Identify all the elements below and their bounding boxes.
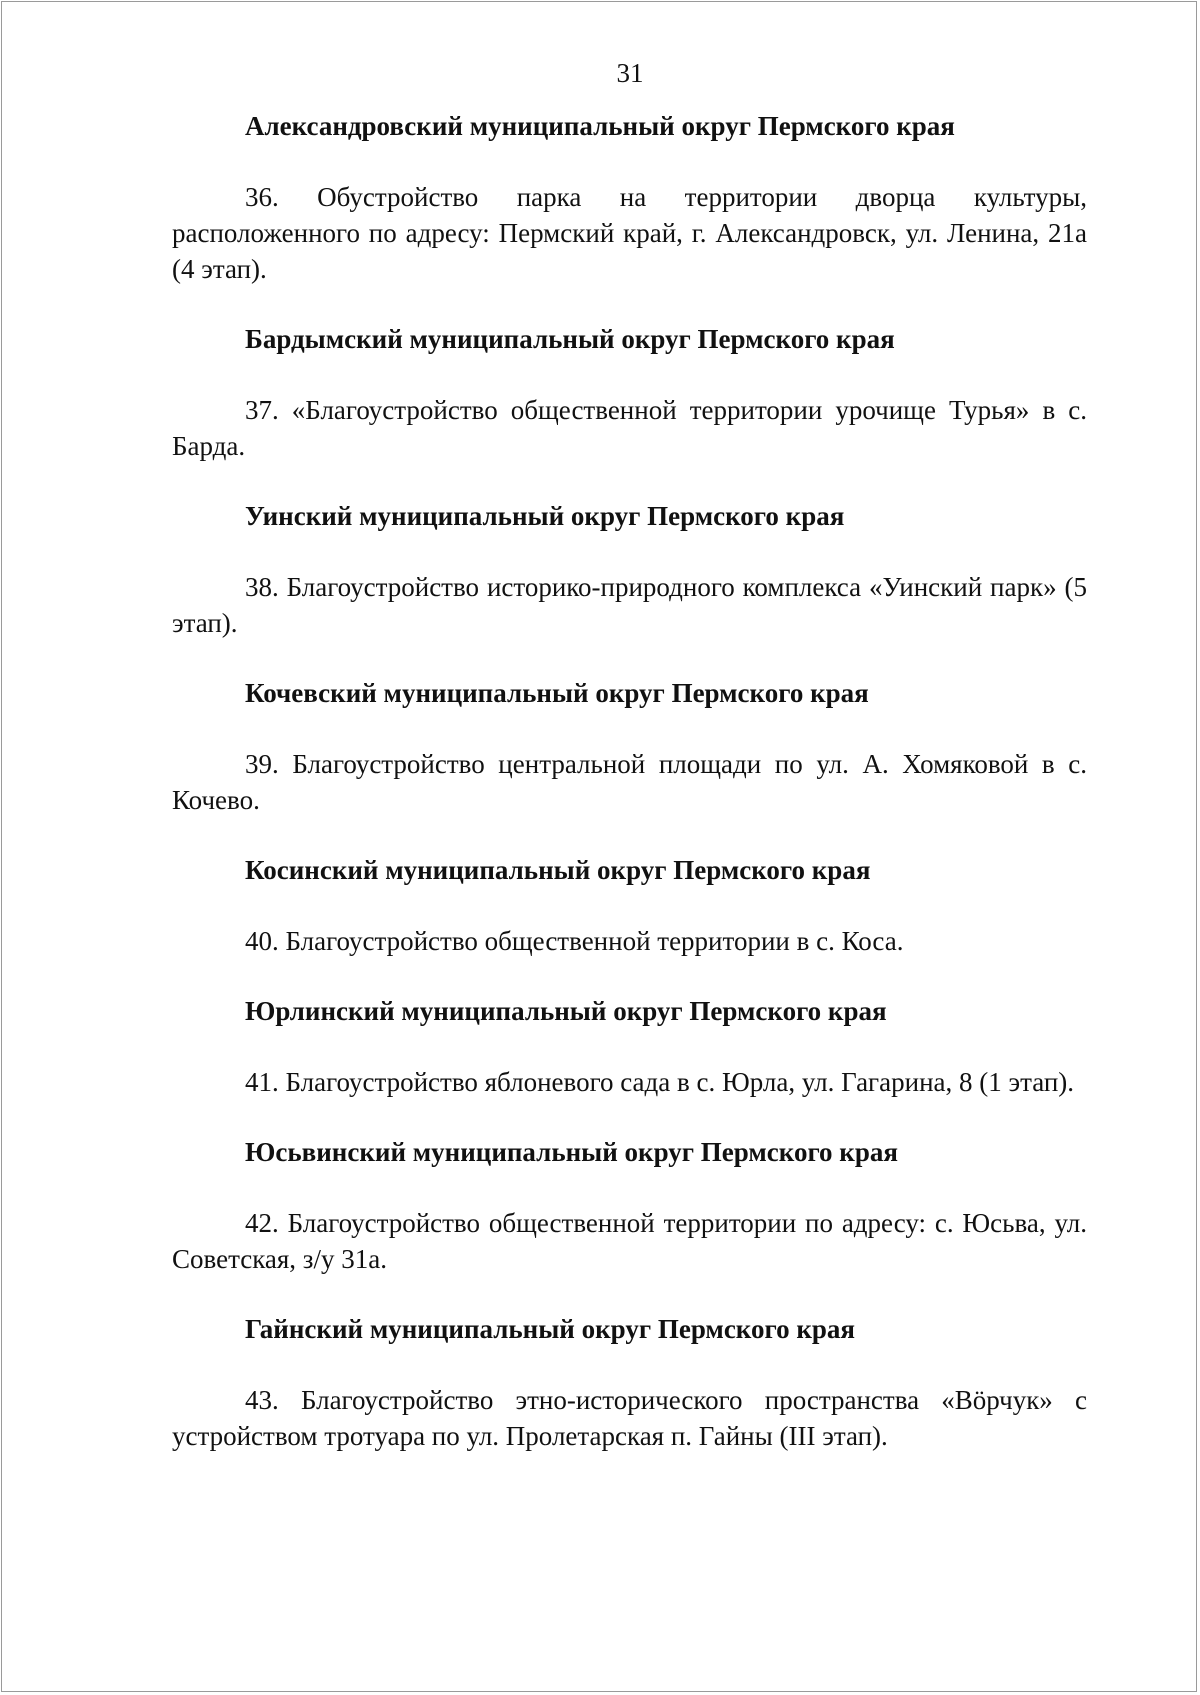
list-item-38: 38. Благоустройство историко-природного комплекса «Уинский парк» (5 этап). <box>172 572 1087 638</box>
section-heading-yusva: Юсьвинский муниципальный округ Пермского края <box>245 1137 898 1167</box>
list-item-42: 42. Благоустройство общественной территории по адресу: с. Юсьва, ул. Советская, з/у 31а. <box>172 1208 1087 1274</box>
list-item-36: 36. Обустройство парка на территории дворца культуры, расположенного по адресу: Пермский край, г. Александровск, ул. Ленина, 21а (4 этап). <box>172 182 1087 284</box>
section-heading-uinsk: Уинский муниципальный округ Пермского края <box>245 501 845 531</box>
section-heading-kosa: Косинский муниципальный округ Пермского края <box>245 855 871 885</box>
section-heading-bardym: Бардымский муниципальный округ Пермского края <box>245 324 895 354</box>
list-item-43: 43. Благоустройство этно-исторического пространства «Вӧрчук» с устройством тротуара по ул. Пролетарская п. Гайны (III этап). <box>172 1385 1087 1451</box>
list-item-40: 40. Благоустройство общественной территории в с. Коса. <box>245 926 904 956</box>
list-item-41: 41. Благоустройство яблоневого сада в с. Юрла, ул. Гагарина, 8 (1 этап). <box>245 1067 1075 1097</box>
list-item-39: 39. Благоустройство центральной площади по ул. А. Хомяковой в с. Кочево. <box>172 749 1087 815</box>
section-heading-yurla: Юрлинский муниципальный округ Пермского края <box>245 996 887 1026</box>
section-heading-aleksandrovsk: Александровский муниципальный округ Пермского края <box>245 111 955 141</box>
page-number: 31 <box>616 58 644 88</box>
document-body <box>172 108 1087 1454</box>
section-heading-gainy: Гайнский муниципальный округ Пермского края <box>245 1314 856 1344</box>
list-item-37: 37. «Благоустройство общественной территории урочище Турья» в с. Барда. <box>172 395 1087 461</box>
section-heading-kochevo: Кочевский муниципальный округ Пермского края <box>245 678 869 708</box>
